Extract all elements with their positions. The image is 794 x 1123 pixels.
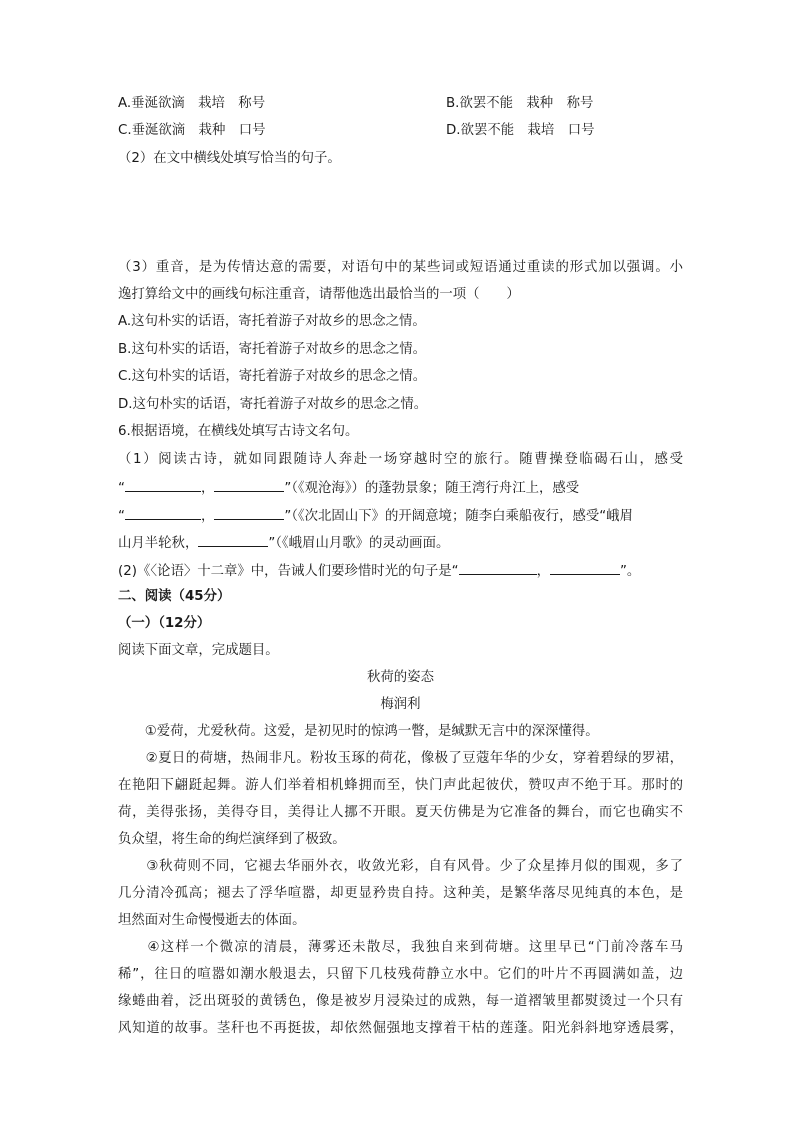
answer-blank[interactable] (125, 478, 201, 492)
article-line: ①爱荷，尤爱秋荷。这爱，是初见时的惊鸿一瞥，是缄默无言中的深深懂得。 (118, 724, 599, 739)
article-line: ②夏日的荷塘，热闹非凡。粉妆玉琢的荷花，像极了豆蔻年华的少女，穿着碧绿的罗裙， (118, 751, 683, 766)
option-a[interactable]: A.垂涎欲滴 栽培 称号 (118, 96, 266, 111)
option-c[interactable]: C.垂涎欲滴 栽种 口号 (118, 123, 266, 138)
question-5-3-option-a[interactable]: A.这句朴实的话语，寄托着游子对故乡的思念之情。 (118, 314, 426, 329)
answer-blank[interactable] (550, 561, 620, 575)
section-2-subtitle: （一）（12分） (118, 616, 211, 631)
option-row-cd (118, 122, 683, 140)
answer-blank[interactable] (214, 506, 284, 520)
option-b[interactable]: B.欲罢不能 栽种 称号 (446, 96, 594, 111)
question-6-1-line-4: 山月半轮秋， ”（《峨眉山月歌》的灵动画面。 (118, 533, 683, 553)
article-line: 缘蜷曲着，泛出斑驳的黄锈色，像是被岁月浸染过的成熟，每一道褶皱里都熨烫过一个只有 (118, 994, 683, 1009)
article-line: ④这样一个微凉的清晨，薄雾还未散尽，我独自来到荷塘。这里早已“门前冷落车马 (118, 940, 683, 955)
question-5-3-option-b[interactable]: B.这句朴实的话语，寄托着游子对故乡的思念之情。 (118, 342, 427, 357)
question-5-3-stem-1: （3）重音，是为传情达意的需要，对语句中的某些词或短语通过重读的形式加以强调。小 (118, 260, 683, 275)
option-d[interactable]: D.欲罢不能 栽培 口号 (446, 123, 595, 138)
article-line: 在艳阳下翩跹起舞。游人们举着相机蜂拥而至，快门声此起彼伏，赞叹声不绝于耳。那时的 (118, 778, 683, 793)
article-line: 负众望，将生命的绚烂演绎到了极致。 (118, 832, 346, 847)
section-2-title: 二、阅读（45分） (118, 589, 231, 604)
article-line: 几分清冷孤高；褪去了浮华喧嚣，却更显矜贵自持。这种美，是繁华落尽见纯真的本色，是 (118, 886, 683, 901)
article-author: 梅润利 (380, 697, 421, 712)
article-title: 秋荷的姿态 (367, 670, 434, 685)
question-5-3-option-d[interactable]: D.这句朴实的话语，寄托着游子对故乡的思念之情。 (118, 397, 428, 412)
section-2-instruction: 阅读下面文章，完成题目。 (118, 643, 279, 658)
question-6-1-line-1: （1）阅读古诗，就如同跟随诗人奔赴一场穿越时空的旅行。随曹操登临碣石山，感受 (118, 452, 683, 467)
article-line: 荷，美得张扬，美得夺目，美得让人挪不开眼。夏天仿佛是为它准备的舞台，而它也确实不 (118, 805, 683, 820)
answer-blank[interactable] (459, 561, 537, 575)
question-5-3-stem-2: 逸打算给文中的画线句标注重音，请帮他选出最恰当的一项（ ） (118, 287, 520, 302)
question-6-2: (2)《〈论语〉十二章》中，告诫人们要珍惜时光的句子是“ ， ”。 (118, 561, 683, 581)
question-5-3-option-c[interactable]: C.这句朴实的话语，寄托着游子对故乡的思念之情。 (118, 369, 427, 384)
article-line: 风知道的故事。茎秆也不再挺拔，却依然倔强地支撑着干枯的莲蓬。阳光斜斜地穿透晨雾， (118, 1021, 683, 1036)
article-line: 稀”，往日的喧嚣如潮水般退去，只留下几枝残荷静立水中。它们的叶片不再圆满如盖，边 (118, 967, 683, 982)
question-6-1-line-2: “ ， ”（《观沧海》）的蓬勃景象；随王湾行舟江上，感受 (118, 478, 683, 498)
option-row-ab (118, 95, 683, 113)
answer-blank[interactable] (214, 478, 284, 492)
answer-blank[interactable] (125, 506, 201, 520)
question-6-1-line-3: “ ， ”（《次北固山下》的开阔意境；随李白乘船夜行，感受“峨眉 (118, 506, 683, 526)
article-line: 坦然面对生命慢慢逝去的体面。 (118, 913, 306, 928)
question-5-2: （2）在文中横线处填写恰当的句子。 (118, 151, 341, 166)
answer-blank[interactable] (198, 533, 268, 547)
question-6-title: 6.根据语境，在横线处填写古诗文名句。 (118, 424, 359, 439)
article-line: ③秋荷则不同，它褪去华丽外衣，收敛光彩，自有风骨。少了众星捧月似的围观，多了 (118, 859, 683, 874)
